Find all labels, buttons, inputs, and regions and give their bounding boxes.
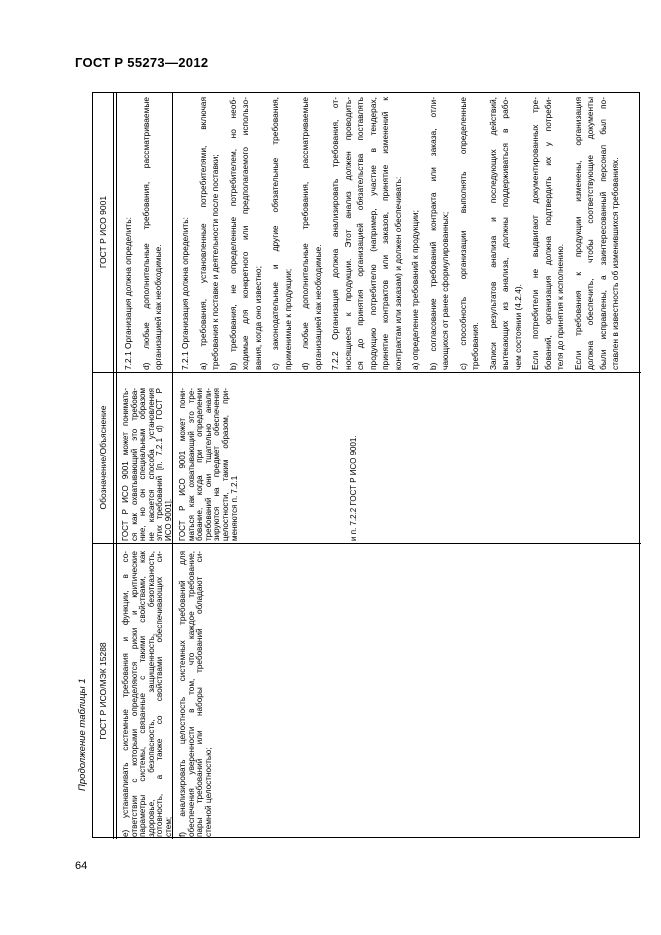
text-line: целостности, таким образом, при-: [220, 388, 230, 541]
text-line: применимые к продукции;: [282, 268, 293, 370]
text-line: здоровье, безопасность, защищенность, безотказность,: [146, 551, 156, 837]
text-line: обеспечения уверенности в том, что каждое требование,: [186, 551, 196, 837]
paragraph: [122, 551, 174, 837]
running-header: ГОСТ Р 55273—2012: [75, 55, 209, 70]
text-line: 7.2.1 Организация должна определить:: [123, 217, 133, 370]
text-line: ся до принятия организацией обязательства поставлять: [355, 97, 365, 370]
text-line: меняются п. 7.2.1: [229, 475, 239, 541]
text-line: ходимые для конкретного или предполагаемого использо-: [240, 97, 250, 370]
text-line: контрактам или заказам) и должен обеспечивать:: [392, 176, 403, 370]
text-line: c) способность организации выполнять определенные: [457, 97, 468, 370]
paragraph: [227, 97, 265, 370]
column-separator-rule-2: [92, 543, 641, 544]
text-line: b) требования, не определенные потребителем, но необ-: [227, 97, 238, 370]
text-line: стем;: [163, 816, 173, 837]
header-rule: [113, 92, 114, 839]
text-line: требования.: [470, 322, 480, 370]
cell-row2-iso15288: [177, 545, 217, 837]
paragraph: [299, 97, 324, 370]
paragraph: [529, 97, 567, 370]
column-separator-rule-1: [92, 372, 641, 373]
cell-row2-explanation: [177, 374, 239, 541]
text-line: должна обеспечить, чтобы соответствующие документы: [585, 97, 595, 370]
text-line: требований они тщательно анали-: [203, 388, 213, 541]
text-line: стемной целостностью;: [203, 747, 213, 837]
text-line: d) любые дополнительные требования, рассматриваемые: [140, 97, 151, 370]
text-line: b) согласование требований контракта или заказа, отли-: [427, 97, 438, 370]
text-line: ИСО 9001].: [163, 498, 173, 541]
text-line: вытекающих из анализа, должны поддерживаться в рабо-: [500, 97, 510, 370]
text-line: требования к поставке и деятельности после поставки;: [210, 154, 220, 370]
text-line: Если требования к продукции изменены, организация: [572, 97, 583, 370]
page-number: 64: [75, 860, 88, 872]
text-line: 7.2.1 Организация должна определить:: [180, 217, 190, 370]
paragraph: [427, 97, 452, 370]
text-line: d) любые дополнительные требования, рассматриваемые: [300, 97, 310, 370]
paragraph: [409, 97, 422, 370]
text-line: 7.2.2 Организация должна анализировать требования, от-: [330, 97, 340, 370]
text-line: готовность, а также со свойствами обеспечивающих си-: [155, 551, 165, 837]
text-line: вания, когда оно известно;: [252, 266, 263, 370]
paragraph: [122, 97, 135, 370]
paragraph: [122, 388, 174, 541]
column-header-iso9001: ГОСТ Р ИСО 9001: [98, 195, 108, 269]
text-line: Если потребители не выдвигают документированных тре-: [530, 97, 540, 370]
text-line: а) требования, установленные потребителями, включая: [197, 97, 208, 370]
paragraph: [329, 97, 404, 370]
text-line: ние, но он специальным образом: [138, 388, 148, 541]
text-line: маться как охватывающий это тре-: [186, 388, 196, 541]
paragraph: [197, 97, 222, 370]
text-line: носящиеся к продукции. Этот анализ должен проводить-: [342, 97, 353, 370]
text-line: организацией как необходимые.: [312, 244, 323, 370]
header-rule-double: [116, 92, 117, 839]
text-line: е) устанавливать системные требования и функции, в со-: [121, 551, 130, 837]
text-line: а) определение требований к продукции;: [410, 210, 420, 370]
paragraph: [140, 97, 165, 370]
text-line: пары требований или наборы требований обладают си-: [195, 551, 205, 837]
paragraph: [179, 551, 213, 837]
text-line: этих требований [п. 7.2.1 d) ГОСТ Р: [155, 388, 165, 541]
text-line: теля до принятия к исполнению.: [555, 243, 565, 370]
paragraph: [457, 97, 482, 370]
cell-row2-explanation-aligned-line: и п. 7.2.2 ГОСТ Р ИСО 9001.: [349, 435, 358, 541]
column-header-iso15288: ГОСТ Р ИСО/МЭК 15288: [98, 642, 108, 740]
text-line: не касается способа установления: [146, 388, 156, 541]
text-line: были исправлены, а заинтересованный персонал был по-: [597, 97, 608, 370]
paragraph: [572, 97, 622, 370]
text-line: организацией как необходимые.: [153, 244, 163, 370]
cell-row1-explanation: [120, 374, 171, 541]
text-line: ГОСТ Р ИСО 9001 может пони-: [178, 388, 187, 541]
text-line: бование, когда при определении: [195, 388, 205, 541]
cell-row1-iso15288: [120, 545, 171, 837]
text-line: принятие контрактов или заказов, принятие изменений к: [380, 97, 390, 370]
column-header-explanation: Обозначение/Объяснение: [98, 405, 108, 510]
text-line: чем состоянии (4.2.4).: [512, 283, 523, 370]
text-line: параметры системы, связанные с такими свойствами, как: [138, 551, 148, 837]
paragraph: [179, 388, 239, 541]
paragraph: [269, 97, 294, 370]
text-line: Записи результатов анализа и последующих действий,: [487, 97, 498, 370]
text-line: f) анализировать целостность системных требований для: [178, 551, 187, 837]
cell-row2-iso9001: [177, 97, 638, 370]
paragraph: [487, 97, 525, 370]
text-line: продукцию потребителю (например, участие в тендерах,: [367, 97, 378, 370]
text-line: ся как охватывающий это требова-: [129, 388, 139, 541]
cell-row1-iso9001: [120, 97, 171, 370]
text-line: ГОСТ Р ИСО 9001 может понимать-: [121, 388, 130, 541]
text-line: c) законодательные и другие обязательные требования,: [270, 97, 280, 370]
text-line: зируются на предмет обеспечения: [212, 388, 222, 541]
text-line: бований, организация должна подтвердить их у потреби-: [542, 97, 553, 370]
text-line: ставлен в известность об изменившихся требованиях.: [610, 157, 620, 370]
table-continuation-caption: Продолжение таблицы 1: [77, 678, 88, 791]
paragraph: [179, 97, 192, 370]
text-line: чающихся от ранее сформулированных;: [440, 211, 450, 370]
text-line: ответствии с которыми определяются риски и критические: [129, 551, 139, 837]
